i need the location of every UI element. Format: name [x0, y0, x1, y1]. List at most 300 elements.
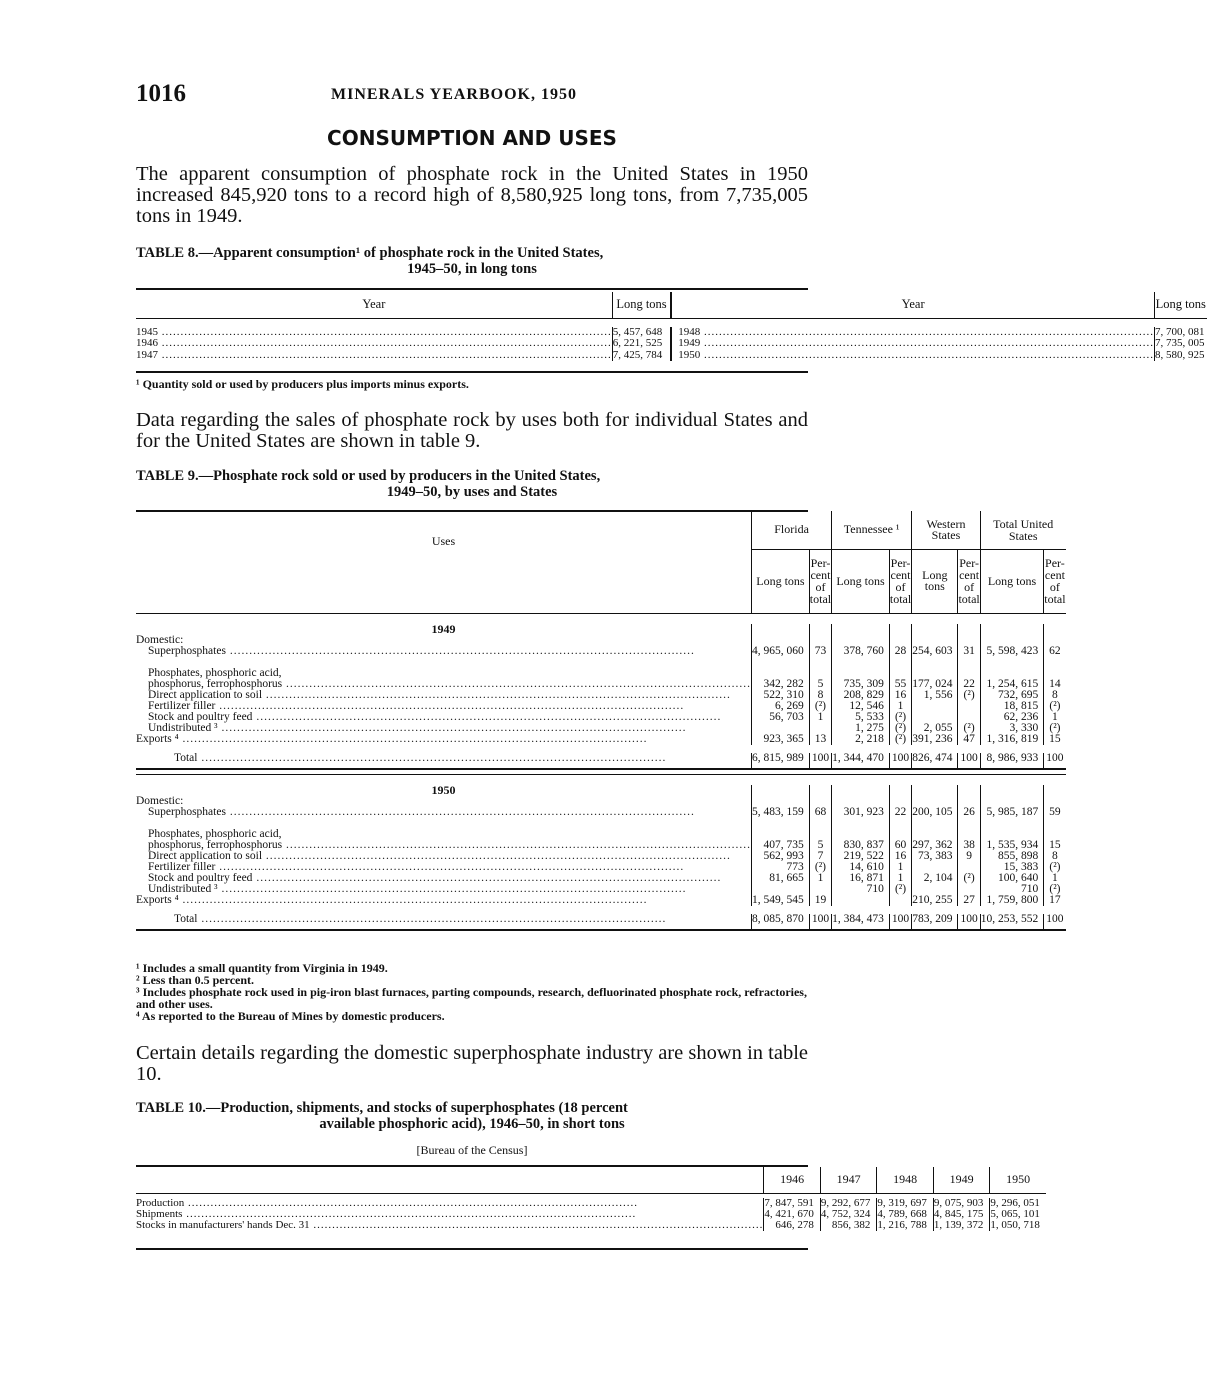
- table9-percent-cell: (²): [1044, 862, 1066, 873]
- table8-footnote: ¹ Quantity sold or used by producers plus imports minus exports.: [136, 377, 469, 391]
- table9-rule: [136, 930, 1066, 935]
- table9-tons-cell: 710: [980, 884, 1044, 895]
- table8-top-rule: [136, 288, 808, 290]
- table9-tons-cell: 735, 309: [832, 679, 890, 690]
- table9-tons-cell: 923, 365: [752, 734, 810, 745]
- table9-footnote-3: ³ Includes phosphate rock used in pig-iron blast furnaces, parting compounds, research, defluorinated phosphate rock, refractories, and other uses.: [136, 985, 807, 1011]
- table9-tons-cell: 62, 236: [980, 712, 1044, 723]
- table9-row-label: phosphorus, ferrophosphorus .....: [136, 840, 752, 851]
- table10-row-label: Shipments .....: [136, 1209, 764, 1220]
- table9-percent-cell: 55: [889, 679, 911, 690]
- table9-tons-cell: 2, 104: [912, 873, 958, 884]
- table9-percent-cell: 8: [809, 690, 831, 701]
- table9-percent-cell: [889, 668, 911, 679]
- table9-percent-cell: [1044, 668, 1066, 679]
- table10-value-cell: 4, 752, 324: [820, 1209, 877, 1220]
- table9-empty-cell: [889, 796, 911, 807]
- table9: [136, 511, 1066, 935]
- table9-empty-cell: [958, 624, 980, 635]
- table9-tons-cell: 6, 269: [752, 701, 810, 712]
- table8-caption: [136, 245, 808, 277]
- table9-row: [136, 701, 1066, 712]
- table9-percent-cell: (²): [958, 873, 980, 884]
- table9-empty-cell: [889, 635, 911, 646]
- table9-row: [136, 873, 1066, 884]
- table9-year-label: 1950: [431, 782, 456, 797]
- table9-tons-cell: [752, 829, 810, 840]
- table9-tons-cell: 1, 254, 615: [980, 679, 1044, 690]
- table9-percent-cell: 59: [1044, 807, 1066, 829]
- table9-empty-cell: [980, 624, 1044, 635]
- table8-caption-line1: TABLE 8.—Apparent consumption¹ of phosphate rock in the United States,: [136, 245, 604, 261]
- table9-tons-cell: 773: [752, 862, 810, 873]
- table9-percent-cell: [958, 701, 980, 712]
- table9-tons-cell: 208, 829: [832, 690, 890, 701]
- table9-subhead-long-tons: Long tons: [912, 549, 958, 613]
- table9-tons-cell: 73, 383: [912, 851, 958, 862]
- table9-tons-cell: [912, 712, 958, 723]
- table9-percent-cell: 15: [1044, 840, 1066, 851]
- table9-percent-cell: 1: [809, 873, 831, 884]
- table9-tons-cell: [980, 829, 1044, 840]
- table9-percent-cell: [958, 668, 980, 679]
- table9-percent-cell: 27: [958, 895, 980, 906]
- table9-empty-cell: [980, 796, 1044, 807]
- page-number: 1016: [136, 80, 186, 107]
- table9-tons-cell: 1, 549, 545: [752, 895, 810, 906]
- table9-caption: [136, 468, 808, 500]
- table9-footnote-4: ⁴ As reported to the Bureau of Mines by domestic producers.: [136, 1009, 445, 1023]
- table9-percent-cell: 28: [889, 646, 911, 668]
- table10-source: [Bureau of the Census]: [416, 1143, 528, 1157]
- table9-empty-cell: [889, 785, 911, 796]
- table8-row: [136, 338, 1207, 350]
- table9-tons-cell: [980, 668, 1044, 679]
- table9-percent-cell: 7: [809, 851, 831, 862]
- table9-empty-cell: [1044, 785, 1066, 796]
- table9-row-label: Total .....: [136, 914, 752, 930]
- table9-tons-cell: 2, 218: [832, 734, 890, 745]
- table9-percent-cell: 9: [958, 851, 980, 862]
- paragraph-2: Data regarding the sales of phosphate rock by uses both for individual States and for the United States are shown in table 9.: [136, 409, 808, 452]
- table8-head-year-right: Year: [901, 297, 925, 311]
- table9-row: [136, 646, 1066, 668]
- table9-percent-cell: 5: [809, 840, 831, 851]
- table10-head-year: 1946: [764, 1167, 821, 1193]
- table9-tons-cell: 732, 695: [980, 690, 1044, 701]
- table9-tons-cell: 6, 815, 989: [752, 753, 810, 769]
- table10: [136, 1167, 1046, 1231]
- table9-percent-cell: (²): [889, 734, 911, 745]
- table9-percent-cell: [809, 723, 831, 734]
- table8-year-cell: 1946 .....: [136, 338, 612, 350]
- table10-value-cell: 9, 075, 903: [933, 1198, 990, 1209]
- table9-row-label: phosphorus, ferrophosphorus .....: [136, 679, 752, 690]
- table9-empty-cell: [958, 635, 980, 646]
- table9-percent-cell: [1044, 829, 1066, 840]
- table9-subhead-percent: Per- cent of total: [958, 549, 980, 613]
- table9-percent-cell: 8: [1044, 851, 1066, 862]
- table9-percent-cell: 100: [958, 914, 980, 930]
- table10-caption: [136, 1100, 808, 1132]
- table9-tons-cell: 830, 837: [832, 840, 890, 851]
- table10-value-cell: 9, 296, 051: [990, 1198, 1046, 1209]
- table9-domestic-label: Domestic:: [136, 794, 184, 807]
- table9-tons-cell: 710: [832, 884, 890, 895]
- table8-tons-cell: 6, 221, 525: [612, 338, 671, 350]
- table10-head-year: 1947: [820, 1167, 877, 1193]
- table9-rule-row: [136, 613, 1066, 624]
- table9-percent-cell: 26: [958, 807, 980, 829]
- table10-head-year: 1948: [877, 1167, 934, 1193]
- table9-percent-cell: 38: [958, 840, 980, 851]
- table9-total-row: [136, 753, 1066, 769]
- table9-percent-cell: 13: [809, 734, 831, 745]
- table9-percent-cell: (²): [958, 690, 980, 701]
- table9-tons-cell: 855, 898: [980, 851, 1044, 862]
- table9-row-label: Undistributed ³ .....: [136, 884, 752, 895]
- table9-empty-cell: [912, 785, 958, 796]
- table9-empty-cell: [832, 635, 890, 646]
- table9-tons-cell: 5, 533: [832, 712, 890, 723]
- table10-value-cell: 4, 789, 668: [877, 1209, 934, 1220]
- table9-caption-line1: TABLE 9.—Phosphate rock sold or used by producers in the United States,: [136, 468, 601, 484]
- table9-tons-cell: [912, 884, 958, 895]
- table9-tons-cell: 1, 535, 934: [980, 840, 1044, 851]
- table9-percent-cell: 100: [958, 753, 980, 769]
- table8-body: [136, 327, 1207, 362]
- table9-head-florida: Florida: [752, 511, 832, 549]
- table9-subhead-percent: Per- cent of total: [889, 549, 911, 613]
- table9-tons-cell: 1, 384, 473: [832, 914, 890, 930]
- table9-exports-row: [136, 895, 1066, 906]
- table9-percent-cell: 100: [809, 753, 831, 769]
- table9-empty-cell: [752, 624, 810, 635]
- table9-tons-cell: 5, 483, 159: [752, 807, 810, 829]
- table9-percent-cell: (²): [1044, 884, 1066, 895]
- table9-row-label: Phosphates, phosphoric acid,: [148, 827, 282, 840]
- table9-total-row: [136, 914, 1066, 930]
- table9-empty-cell: [958, 785, 980, 796]
- table10-head-year: 1950: [990, 1167, 1046, 1193]
- table9-empty-cell: [809, 796, 831, 807]
- table9-empty-cell: [752, 785, 810, 796]
- table9-percent-cell: 1: [889, 701, 911, 712]
- table9-empty-cell: [809, 624, 831, 635]
- table9-tons-cell: [912, 862, 958, 873]
- table9-tons-cell: [832, 829, 890, 840]
- table8-head-tons-right: Long tons: [1155, 292, 1207, 318]
- table10-caption-line2: available phosphoric acid), 1946–50, in short tons: [319, 1116, 625, 1132]
- table9-tons-cell: 562, 993: [752, 851, 810, 862]
- table9-percent-cell: (²): [809, 701, 831, 712]
- table9-tons-cell: [752, 723, 810, 734]
- table9-tons-cell: 177, 024: [912, 679, 958, 690]
- table9-tons-cell: 1, 344, 470: [832, 753, 890, 769]
- table9-row-label: Direct application to soil .....: [136, 851, 752, 862]
- table9-row-label: Superphosphates .....: [136, 646, 752, 668]
- table8-tons-cell: 8, 580, 925: [1155, 348, 1205, 361]
- table9-percent-cell: [809, 829, 831, 840]
- table10-row-label: Stocks in manufacturers' hands Dec. 31 .....: [136, 1220, 764, 1231]
- table9-tons-cell: 342, 282: [752, 679, 810, 690]
- table9-empty-cell: [1044, 796, 1066, 807]
- table10-value-cell: 9, 292, 677: [820, 1198, 877, 1209]
- table9-percent-cell: 73: [809, 646, 831, 668]
- table9-tons-cell: 10, 253, 552: [980, 914, 1044, 930]
- table9-tons-cell: 826, 474: [912, 753, 958, 769]
- table9-rule: [136, 613, 1066, 624]
- table9-row: [136, 884, 1066, 895]
- table9-tons-cell: [832, 668, 890, 679]
- table9-empty-cell: [980, 785, 1044, 796]
- table10-head-blank: [136, 1167, 764, 1193]
- table9-tons-cell: 16, 871: [832, 873, 890, 884]
- table9-tons-cell: 1, 316, 819: [980, 734, 1044, 745]
- table9-percent-cell: 100: [889, 753, 911, 769]
- table9-tons-cell: 18, 815: [980, 701, 1044, 712]
- table10-value-cell: 4, 845, 175: [933, 1209, 990, 1220]
- table9-row-label: Fertilizer filler .....: [136, 701, 752, 712]
- table9-head-total: Total United States: [980, 511, 1065, 549]
- table9-tons-cell: 522, 310: [752, 690, 810, 701]
- table9-row: [136, 851, 1066, 862]
- table9-row: [136, 690, 1066, 701]
- table10-value-cell: 9, 319, 697: [877, 1198, 934, 1209]
- table9-rule-row: [136, 774, 1066, 785]
- table9-head-uses: Uses: [431, 534, 456, 549]
- table9-subhead-percent: Per- cent of total: [809, 549, 831, 613]
- table9-rule: [136, 774, 1066, 785]
- table9-caption-line2: 1949–50, by uses and States: [386, 484, 558, 500]
- table10-head-year: 1949: [933, 1167, 990, 1193]
- table9-percent-cell: (²): [889, 712, 911, 723]
- table9-empty-cell: [809, 785, 831, 796]
- table9-empty-cell: [912, 796, 958, 807]
- table10-caption-line1: TABLE 10.—Production, shipments, and stocks of superphosphates (18 percent: [136, 1100, 628, 1116]
- table9-row: [136, 723, 1066, 734]
- table8-year-cell: 1949 .....: [672, 338, 1155, 350]
- table9-tons-cell: 14, 610: [832, 862, 890, 873]
- table9-tons-cell: 1, 759, 800: [980, 895, 1044, 906]
- table9-tons-cell: 210, 255: [912, 895, 958, 906]
- table9-tons-cell: 15, 383: [980, 862, 1044, 873]
- table9-rule-row: [136, 930, 1066, 935]
- table10-value-cell: 856, 382: [820, 1220, 877, 1231]
- table9-year-label: 1949: [431, 621, 456, 636]
- intro-paragraph: The apparent consumption of phosphate rock in the United States in 1950 increased 845,920 tons to a record high of 8,580,925 long tons, from 7,735,005 tons in 1949.: [136, 163, 808, 227]
- table9-empty-cell: [1044, 624, 1066, 635]
- table9-percent-cell: 100: [809, 914, 831, 930]
- table10-row: [136, 1209, 1046, 1220]
- table9-tons-cell: 219, 522: [832, 851, 890, 862]
- table8-tons-cell: 7, 425, 784: [612, 350, 671, 362]
- table9-row: [136, 829, 1066, 840]
- table9-tons-cell: 407, 735: [752, 840, 810, 851]
- table9-percent-cell: 14: [1044, 679, 1066, 690]
- table9-footnotes: [136, 962, 808, 1022]
- table10-row-label: Production .....: [136, 1198, 764, 1209]
- table9-percent-cell: 68: [809, 807, 831, 829]
- table9-tons-cell: 254, 603: [912, 646, 958, 668]
- table9-row-label: Phosphates, phosphoric acid,: [148, 666, 282, 679]
- table9-empty-cell: [752, 796, 810, 807]
- table9-percent-cell: [958, 829, 980, 840]
- table9-row-label: Stock and poultry feed .....: [136, 873, 752, 884]
- table9-tons-cell: 8, 085, 870: [752, 914, 810, 930]
- table9-percent-cell: [889, 895, 911, 906]
- table9-tons-cell: [912, 829, 958, 840]
- table9-tons-cell: 378, 760: [832, 646, 890, 668]
- table9-percent-cell: (²): [1044, 723, 1066, 734]
- table8-year-cell: 1950 .....: [672, 350, 1155, 362]
- table9-tons-cell: 8, 986, 933: [980, 753, 1044, 769]
- table8-head-year-left: Year: [362, 297, 386, 311]
- table9-percent-cell: 22: [889, 807, 911, 829]
- table9-percent-cell: 15: [1044, 734, 1066, 745]
- table9-row-label: Total .....: [136, 753, 752, 769]
- table9-tons-cell: [752, 884, 810, 895]
- table9-tons-cell: 12, 546: [832, 701, 890, 712]
- table9-tons-cell: [832, 895, 890, 906]
- table9-percent-cell: [809, 668, 831, 679]
- table9-percent-cell: (²): [889, 723, 911, 734]
- table9-subhead-percent: Per- cent of total: [1044, 549, 1066, 613]
- table9-subhead-long-tons: Long tons: [752, 549, 810, 613]
- table9-tons-cell: 2, 055: [912, 723, 958, 734]
- table9-percent-cell: 100: [1044, 914, 1066, 930]
- table8-caption-line2: 1945–50, in long tons: [407, 261, 537, 277]
- table9-subhead-long-tons: Long tons: [980, 549, 1044, 613]
- table9-row-label: Fertilizer filler .....: [136, 862, 752, 873]
- table9-tons-cell: 3, 330: [980, 723, 1044, 734]
- table9-tons-cell: 783, 209: [912, 914, 958, 930]
- table9-row-label: Exports ⁴ .....: [136, 895, 752, 906]
- table9-percent-cell: 60: [889, 840, 911, 851]
- table9-percent-cell: [958, 862, 980, 873]
- table9-row: [136, 840, 1066, 851]
- table9-percent-cell: (²): [958, 723, 980, 734]
- table10-value-cell: 5, 065, 101: [990, 1209, 1046, 1220]
- running-title: MINERALS YEARBOOK, 1950: [331, 86, 577, 103]
- table9-percent-cell: 62: [1044, 646, 1066, 668]
- table9-domestic-row: [136, 796, 1066, 807]
- table9-tons-cell: 4, 965, 060: [752, 646, 810, 668]
- table9-row: [136, 862, 1066, 873]
- table9-tons-cell: [912, 668, 958, 679]
- table9-percent-cell: (²): [809, 862, 831, 873]
- table9-percent-cell: 31: [958, 646, 980, 668]
- table9-percent-cell: 100: [889, 914, 911, 930]
- table9-domestic-label: Domestic:: [136, 633, 184, 646]
- table9-tons-cell: 391, 236: [912, 734, 958, 745]
- table9-empty-cell: [889, 624, 911, 635]
- table9-row-label: Superphosphates .....: [136, 807, 752, 829]
- table9-percent-cell: [889, 829, 911, 840]
- table9-empty-cell: [809, 635, 831, 646]
- table8-year-cell: 1947 .....: [136, 350, 612, 362]
- table9-percent-cell: 16: [889, 690, 911, 701]
- table9-tons-cell: 5, 985, 187: [980, 807, 1044, 829]
- table9-subhead-long-tons: Long tons: [832, 549, 890, 613]
- table9-percent-cell: 1: [889, 862, 911, 873]
- table9-empty-cell: [958, 796, 980, 807]
- table9-empty-cell: [980, 635, 1044, 646]
- table9-head-western: Western States: [912, 511, 981, 549]
- table10-value-cell: 646, 278: [764, 1220, 821, 1231]
- table9-tons-cell: 81, 665: [752, 873, 810, 884]
- table8-year-cell: 1945 .....: [136, 327, 612, 339]
- table9-row-label: Stock and poultry feed .....: [136, 712, 752, 723]
- table9-tons-cell: [912, 701, 958, 712]
- table8-row: [136, 350, 1207, 362]
- table9-percent-cell: 1: [1044, 873, 1066, 884]
- table9-body: [136, 613, 1066, 935]
- table9-tons-cell: 301, 923: [832, 807, 890, 829]
- table9-tons-cell: 100, 640: [980, 873, 1044, 884]
- table9-tons-cell: 297, 362: [912, 840, 958, 851]
- table8-bottom-rule: [136, 371, 808, 373]
- table9-percent-cell: 1: [1044, 712, 1066, 723]
- table9-percent-cell: 47: [958, 734, 980, 745]
- section-title: CONSUMPTION AND USES: [327, 126, 617, 150]
- table8-tons-cell: 7, 700, 081: [1155, 325, 1205, 338]
- table10-header-row: [136, 1167, 1046, 1193]
- table9-exports-row: [136, 734, 1066, 745]
- table9-row-label: Undistributed ³ .....: [136, 723, 752, 734]
- table10-bottom-rule: [136, 1248, 808, 1250]
- table8-head-tons-left: Long tons: [612, 292, 671, 318]
- table9-empty-cell: [912, 635, 958, 646]
- table9-percent-cell: 17: [1044, 895, 1066, 906]
- table9-percent-cell: [958, 884, 980, 895]
- table8-tons-cell: 5, 457, 648: [612, 327, 671, 339]
- table9-empty-cell: [832, 796, 890, 807]
- table10-value-cell: 1, 216, 788: [877, 1220, 934, 1231]
- table9-tons-cell: 56, 703: [752, 712, 810, 723]
- table10-value-cell: 1, 050, 718: [990, 1220, 1046, 1231]
- table9-empty-cell: [832, 785, 890, 796]
- table9-year-row: [136, 785, 1066, 796]
- table9-percent-cell: [958, 712, 980, 723]
- table10-value-cell: 4, 421, 670: [764, 1209, 821, 1220]
- table9-percent-cell: 5: [809, 679, 831, 690]
- table9-row: [136, 807, 1066, 829]
- table9-percent-cell: 16: [889, 851, 911, 862]
- table9-empty-cell: [912, 624, 958, 635]
- table9-empty-cell: [1044, 635, 1066, 646]
- table9-row-label: Direct application to soil .....: [136, 690, 752, 701]
- table9-empty-cell: [752, 635, 810, 646]
- table10-value-cell: 7, 847, 591: [764, 1198, 821, 1209]
- table9-empty-cell: [832, 624, 890, 635]
- table9-footnote-1: ¹ Includes a small quantity from Virginia in 1949.: [136, 961, 388, 975]
- table9-domestic-row: [136, 635, 1066, 646]
- table9-tons-cell: 1, 275: [832, 723, 890, 734]
- table10-row: [136, 1220, 1046, 1231]
- table9-row-label: Exports ⁴ .....: [136, 734, 752, 745]
- table10-value-cell: 1, 139, 372: [933, 1220, 990, 1231]
- table9-percent-cell: 1: [889, 873, 911, 884]
- table9-percent-cell: 8: [1044, 690, 1066, 701]
- table10-row: [136, 1198, 1046, 1209]
- table9-head-tennessee: Tennessee ¹: [832, 511, 912, 549]
- table9-row: [136, 712, 1066, 723]
- table9-percent-cell: 19: [809, 895, 831, 906]
- table10-body: [136, 1198, 1046, 1231]
- table8-tons-cell: 7, 735, 005: [1155, 337, 1205, 349]
- table9-year-row: [136, 624, 1066, 635]
